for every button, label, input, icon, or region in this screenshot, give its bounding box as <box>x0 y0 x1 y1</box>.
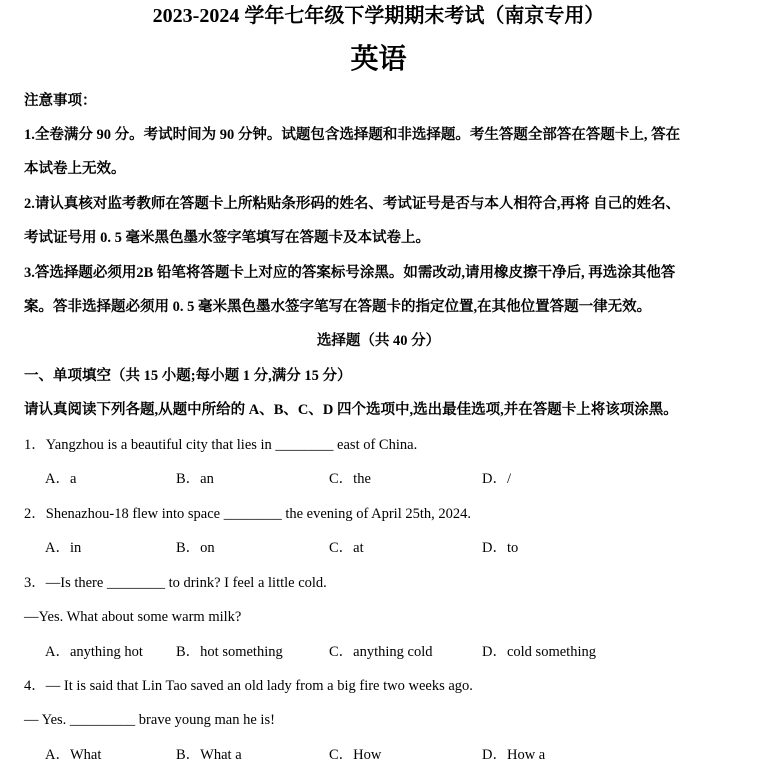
option-c: C．at <box>329 540 364 556</box>
option-b: B．What a <box>176 747 242 763</box>
notice-line: 案。答非选择题必须用 0. 5 毫米黑色墨水签字笔写在答题卡的指定位置,在其他位置答题一律无效。 <box>24 299 652 315</box>
option-a: A．in <box>45 540 82 556</box>
question-stem: 1．Yangzhou is a beautiful city that lies in ________ east of China. <box>24 437 418 453</box>
question-stem: 3．—Is there ________ to drink? I feel a little cold. <box>24 575 327 591</box>
exam-title: 2023-2024 学年七年级下学期期末考试（南京专用） <box>152 5 605 27</box>
notice-line: 本试卷上无效。 <box>24 161 126 177</box>
option-d: D．to <box>482 540 519 556</box>
question-reply: — Yes. _________ brave young man he is! <box>24 712 275 728</box>
option-c: C．anything cold <box>329 644 433 660</box>
question-stem: 2．Shenazhou-18 flew into space ________ the evening of April 25th, 2024. <box>24 506 472 522</box>
notice-heading: 注意事项： <box>24 93 97 109</box>
notice-line: 2.请认真核对监考教师在答题卡上所粘贴条形码的姓名、考试证号是否与本人相符合,再将 自己的姓名、 <box>24 196 681 212</box>
option-c: C．the <box>329 471 371 487</box>
option-a: A．a <box>45 471 77 487</box>
option-d: D．cold something <box>482 644 596 660</box>
option-c: C．How <box>329 747 382 763</box>
notice-line: 考试证号用 0. 5 毫米黑色墨水签字笔填写在答题卡及本试卷上。 <box>24 230 430 246</box>
option-a: A．anything hot <box>45 644 143 660</box>
option-b: B．hot something <box>176 644 283 660</box>
subject-title: 英语 <box>350 44 407 75</box>
part-heading: 一、单项填空（共 15 小题;每小题 1 分,满分 15 分） <box>24 368 352 384</box>
option-b: B．an <box>176 471 214 487</box>
question-reply: —Yes. What about some warm milk? <box>24 609 242 625</box>
option-d: D．How a <box>482 747 546 763</box>
part-instruction: 请认真阅读下列各题,从题中所给的 A、B、C、D 四个选项中,选出最佳选项,并在答题卡上将该项涂黑。 <box>24 402 678 418</box>
question-stem: 4．— It is said that Lin Tao saved an old lady from a big fire two weeks ago. <box>24 678 473 694</box>
notice-line: 1.全卷满分 90 分。考试时间为 90 分钟。试题包含选择题和非选择题。考生答题全部答在答题卡上, 答在 <box>24 127 681 143</box>
option-b: B．on <box>176 540 215 556</box>
option-a: A．What <box>45 747 102 763</box>
option-d: D．/ <box>482 471 511 487</box>
section-title: 选择题（共 40 分） <box>316 333 441 349</box>
notice-line: 3.答选择题必须用2B 铅笔将答题卡上对应的答案标号涂黑。如需改动,请用橡皮擦干净后, 再选涂其他答 <box>24 265 676 281</box>
